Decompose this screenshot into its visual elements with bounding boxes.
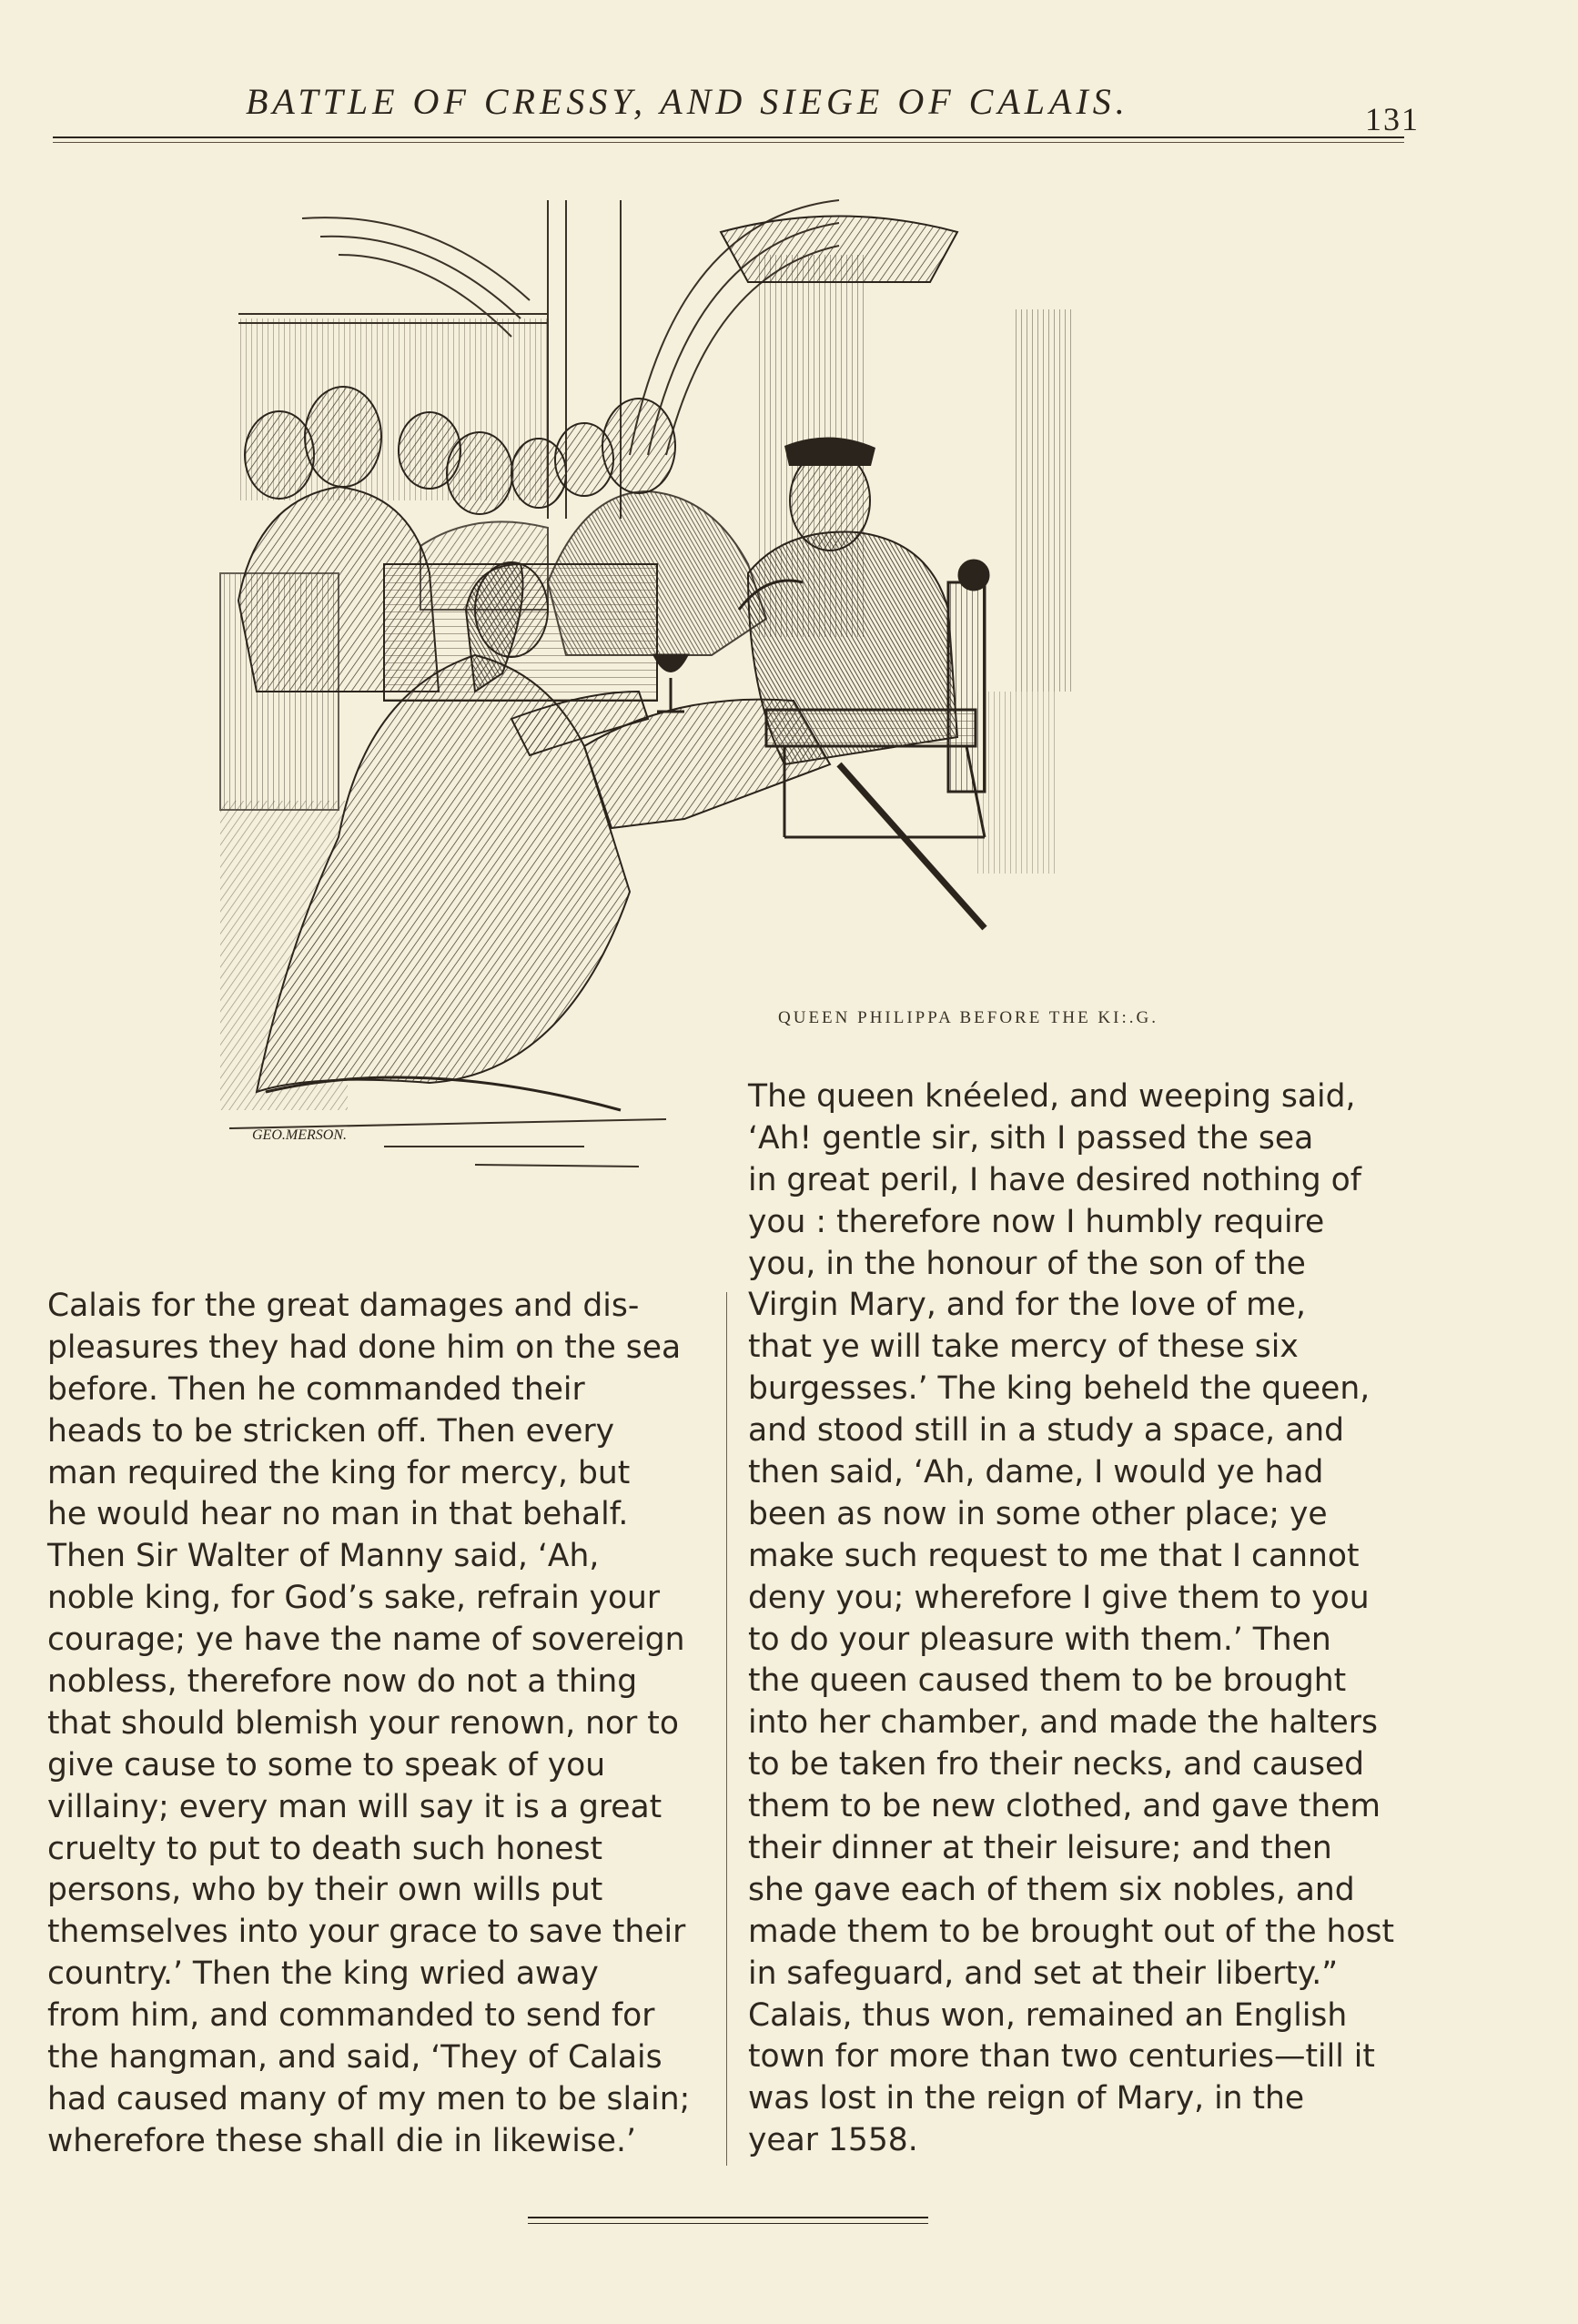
text-line: and stood still in a study a space, and — [748, 1412, 1345, 1450]
text-line: pleasures they had done him on the sea — [47, 1329, 682, 1366]
header-rule — [53, 136, 1404, 149]
text-line: town for more than two centuries—till it — [748, 2038, 1375, 2076]
column-divider — [726, 1292, 727, 2166]
text-line: themselves into your grace to save their — [47, 1914, 686, 1951]
text-line: noble king, for God’s sake, refrain your — [47, 1580, 661, 1617]
text-line: persons, who by their own wills put — [47, 1872, 603, 1909]
text-line: Virgin Mary, and for the love of me, — [748, 1287, 1306, 1324]
text-line: burgesses.’ The king beheld the queen, — [748, 1370, 1371, 1408]
running-title: BATTLE OF CRESSY, AND SIEGE OF CALAIS. — [246, 81, 1129, 122]
text-line: nobless, therefore now do not a thing — [47, 1663, 638, 1701]
left-text-column — [47, 1286, 721, 2163]
text-line: Calais, thus won, remained an English — [748, 1996, 1348, 2034]
text-line: heads to be stricken off. Then every — [47, 1412, 615, 1450]
text-line: man required the king for mercy, but — [47, 1454, 631, 1491]
text-line: wherefore these shall die in likewise.’ — [47, 2122, 636, 2159]
text-line: that ye will take mercy of these six — [748, 1329, 1299, 1366]
floor-shading — [220, 801, 348, 1110]
text-line: deny you; wherefore I give them to you — [748, 1579, 1370, 1616]
text-line: cruelty to put to death such honest — [47, 1830, 603, 1867]
column-right-pillar — [1012, 309, 1076, 692]
text-line: before. Then he commanded their — [47, 1370, 585, 1408]
text-line: into her chamber, and made the halters — [748, 1704, 1378, 1742]
text-line: them to be new clothed, and gave them — [748, 1788, 1381, 1825]
text-line: the queen caused them to be brought — [748, 1662, 1347, 1700]
ground-lines — [229, 1119, 666, 1167]
text-line: courage; ye have the name of sovereign — [47, 1622, 685, 1659]
right-text-column — [748, 1076, 1403, 2162]
text-line: had caused many of my men to be slain; — [47, 2080, 691, 2117]
goblet — [654, 655, 687, 712]
text-line: year 1558. — [748, 2122, 918, 2159]
text-line: then said, ‘Ah, dame, I would ye had — [748, 1454, 1324, 1491]
text-line: Calais for the great damages and dis- — [47, 1288, 640, 1324]
text-line: you : therefore now I humbly require — [748, 1203, 1325, 1240]
text-line: that should blemish your renown, nor to — [47, 1704, 679, 1742]
text-line: to do your pleasure with them.’ Then — [748, 1621, 1331, 1658]
text-line: Then Sir Walter of Manny said, ‘Ah, — [47, 1538, 600, 1575]
floor-shading-right — [976, 692, 1057, 874]
text-line: The queen knéeled, and weeping said, — [748, 1078, 1356, 1115]
page-number: 131 — [1365, 101, 1420, 137]
text-line: from him, and commanded to send for — [47, 1997, 655, 2035]
text-line: you, in the honour of the son of the — [748, 1245, 1306, 1282]
text-line: in great peril, I have desired nothing of — [748, 1161, 1361, 1198]
text-line: country.’ Then the king wried away — [47, 1955, 599, 1993]
column-capital — [721, 217, 957, 283]
text-line: made them to be brought out of the host — [748, 1913, 1395, 1950]
footer-rule — [528, 2217, 928, 2229]
text-line: their dinner at their leisure; and then — [748, 1830, 1332, 1867]
carved-screen-left — [220, 573, 339, 810]
illustration-caption: QUEEN PHILIPPA BEFORE THE KI:.G. — [778, 1008, 1158, 1027]
text-line: in safeguard, and set at their liberty.” — [748, 1955, 1339, 1992]
text-line: was lost in the reign of Mary, in the — [748, 2080, 1305, 2117]
text-line: the hangman, and said, ‘They of Calais — [47, 2039, 663, 2076]
text-line: villainy; every man will say it is a great — [47, 1788, 663, 1825]
text-line: ‘Ah! gentle sir, sith I passed the sea — [748, 1119, 1314, 1157]
text-line: he would hear no man in that behalf. — [47, 1496, 629, 1533]
text-line: give cause to some to speak of you — [47, 1746, 606, 1783]
artist-signature: GEO.MERSON. — [252, 1127, 347, 1143]
text-line: been as now in some other place; ye — [748, 1495, 1328, 1532]
text-line: to be taken fro their necks, and caused — [748, 1746, 1365, 1783]
text-line: she gave each of them six nobles, and — [748, 1871, 1355, 1908]
text-line: make such request to me that I cannot — [748, 1537, 1360, 1574]
